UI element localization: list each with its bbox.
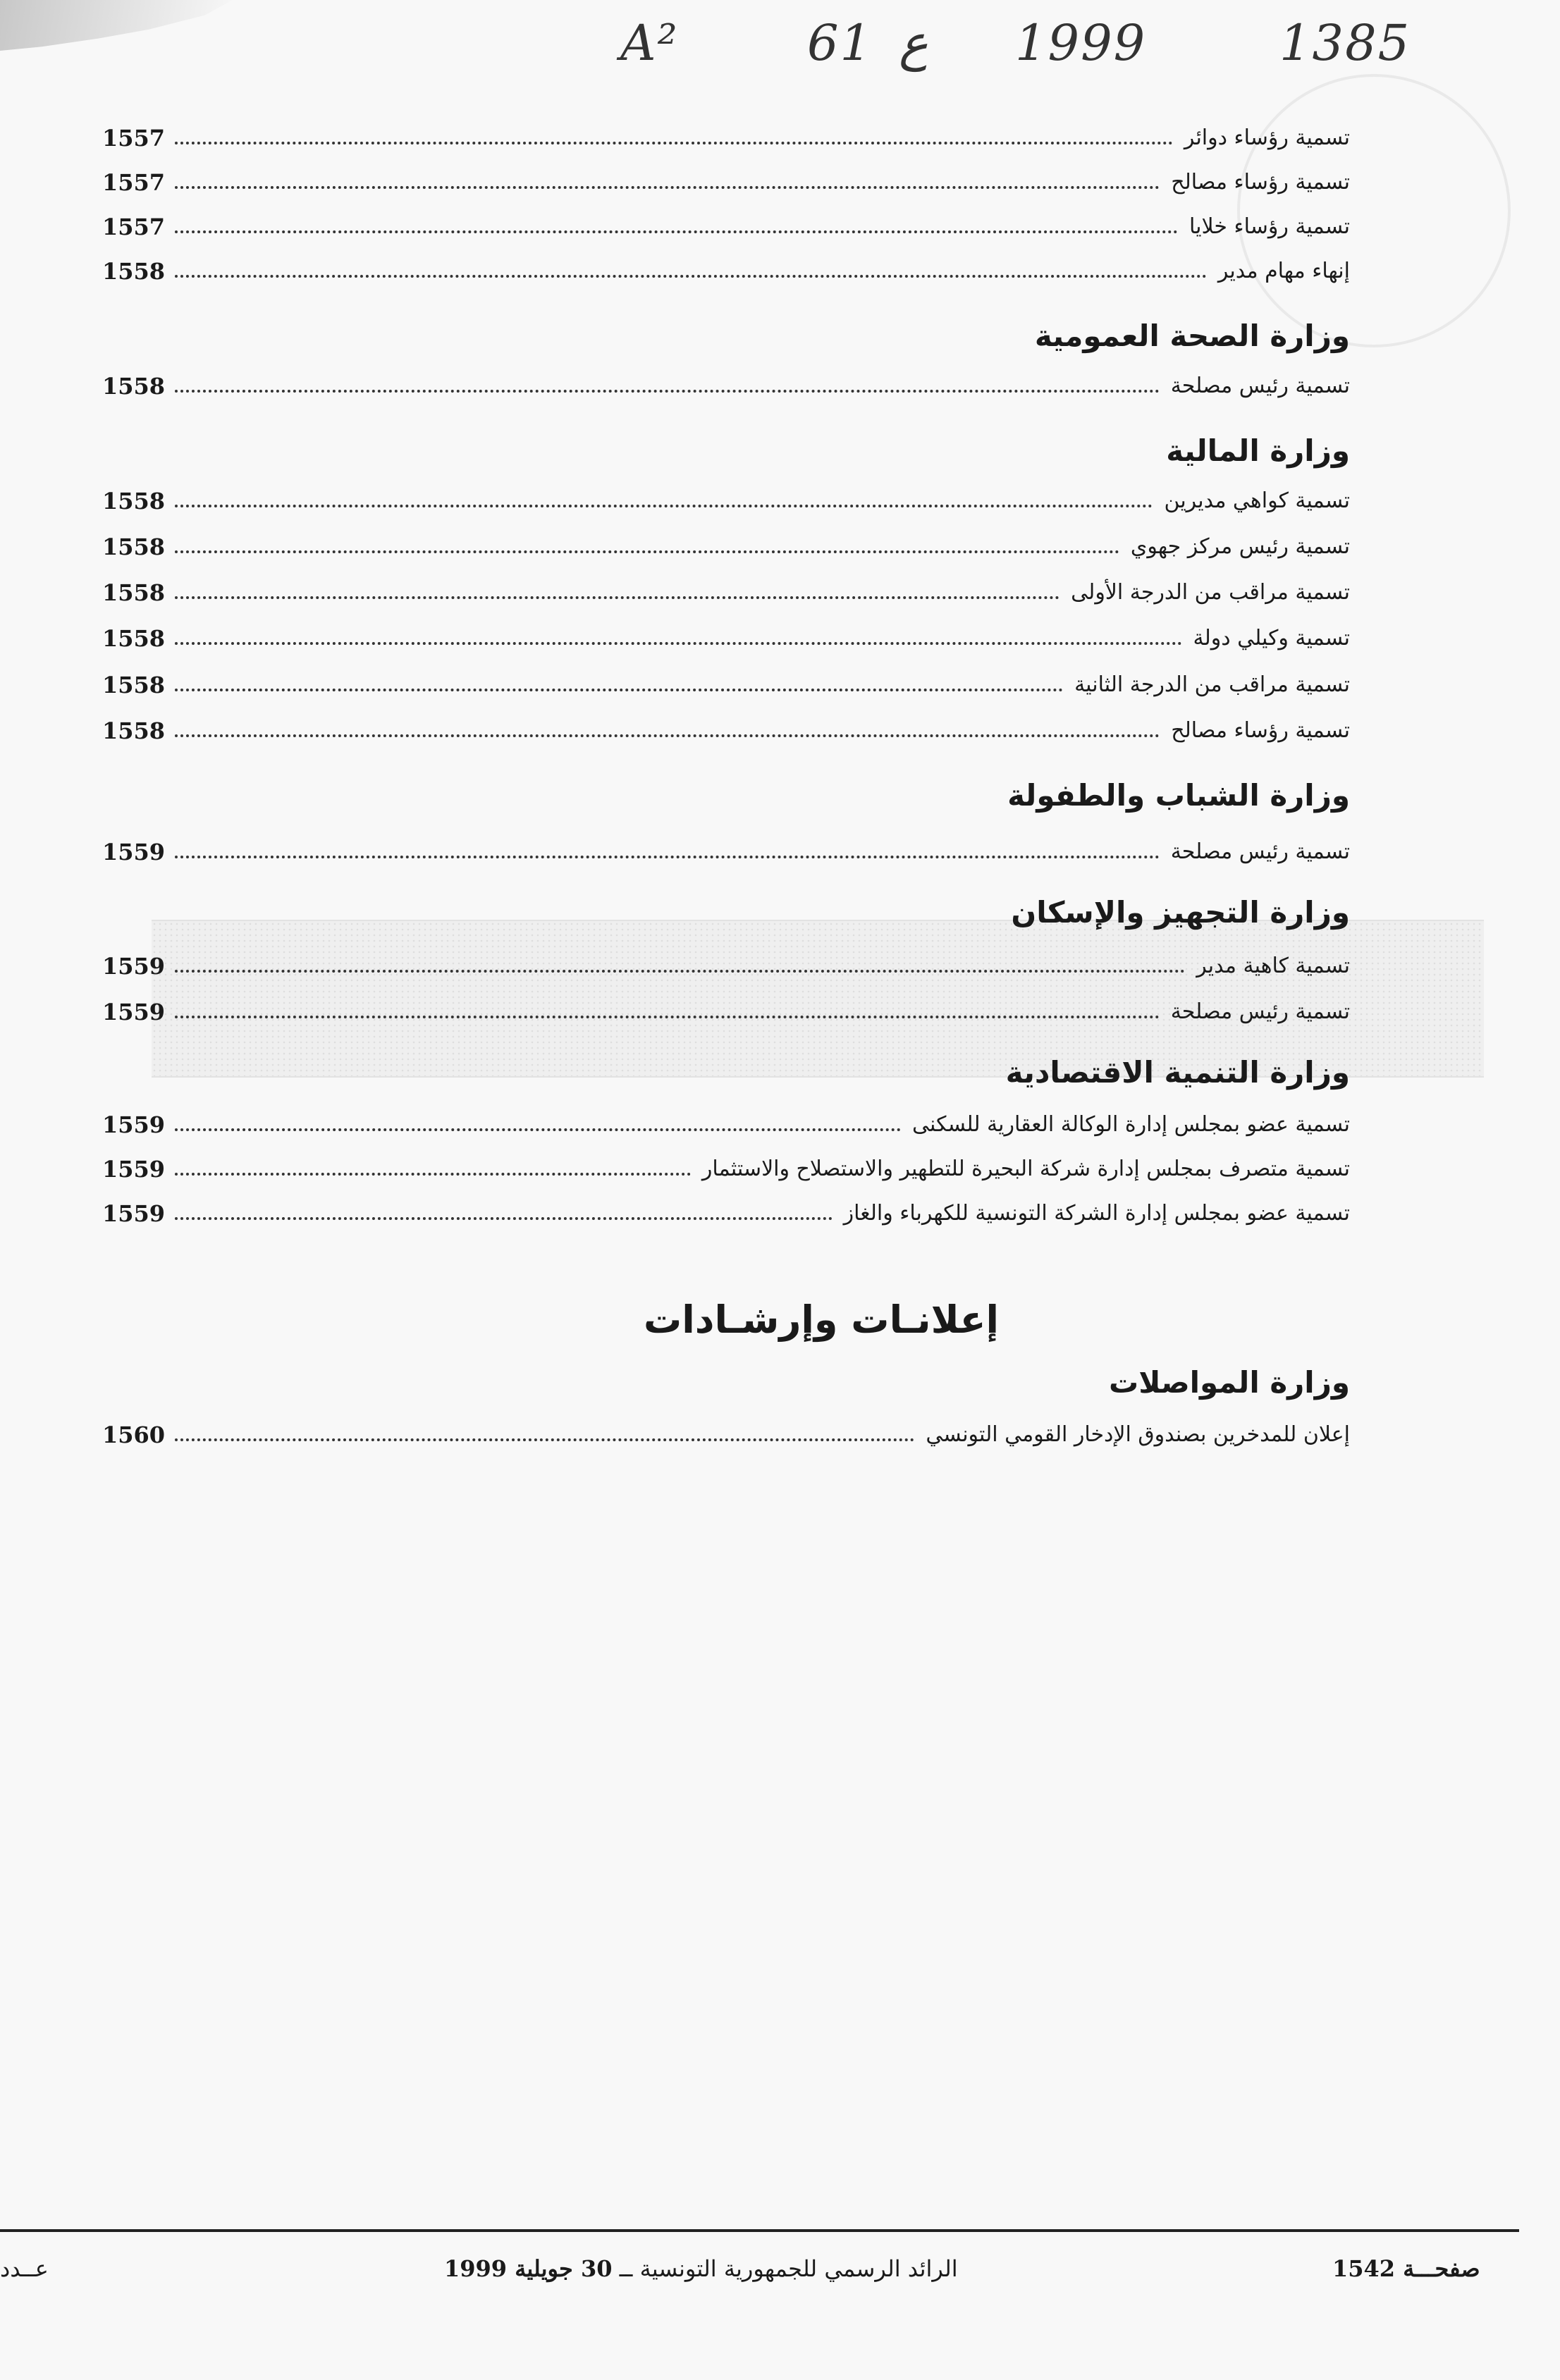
toc-entry-page: 1559 xyxy=(102,839,166,865)
toc-entry-title: تسمية رئيس مصلحة xyxy=(1170,999,1350,1024)
toc-entry-page: 1557 xyxy=(102,125,166,152)
toc-entry-title: إعلان للمدخرين بصندوق الإدخار القومي التونسي xyxy=(926,1422,1350,1447)
toc-entry-title: تسمية رؤساء مصالح xyxy=(1171,718,1350,743)
toc-entry-page: 1559 xyxy=(102,999,166,1025)
handwritten-number: 1385 xyxy=(1279,14,1411,72)
dot-leader xyxy=(175,274,1207,278)
dot-leader xyxy=(175,1172,691,1176)
footer-journal-title xyxy=(444,2255,958,2282)
toc-entry-title: تسمية كواهي مديرين xyxy=(1164,488,1350,513)
toc-entry[interactable] xyxy=(102,245,1350,285)
toc-entry-title: تسمية متصرف بمجلس إدارة شركة البحيرة للتطهير والاستصلاح والاستثمار xyxy=(701,1157,1350,1181)
toc-entry[interactable] xyxy=(102,612,1350,653)
toc-entry[interactable] xyxy=(102,658,1350,699)
toc-entry-page: 1559 xyxy=(102,1200,166,1227)
toc-entry-page: 1558 xyxy=(102,625,166,652)
toc-entry[interactable] xyxy=(102,566,1350,607)
dot-leader xyxy=(175,969,1185,973)
toc-entry-page: 1558 xyxy=(102,373,166,400)
dot-leader xyxy=(175,389,1160,393)
toc-entry-title: تسمية عضو بمجلس إدارة الوكالة العقارية للسكنى xyxy=(912,1112,1350,1137)
torn-paper-corner xyxy=(0,0,233,51)
toc-entry-page: 1559 xyxy=(102,1156,166,1183)
toc-entry[interactable] xyxy=(102,1187,1350,1228)
toc-entry-page: 1558 xyxy=(102,488,166,514)
footer-rule xyxy=(0,2229,1519,2232)
toc-entry[interactable] xyxy=(102,200,1350,241)
toc-entry-title: تسمية عضو بمجلس إدارة الشركة التونسية للكهرباء والغاز xyxy=(843,1201,1350,1226)
toc-entry-page: 1560 xyxy=(102,1422,166,1448)
toc-entry-page: 1559 xyxy=(102,953,166,980)
toc-entry-title: تسمية رئيس مصلحة xyxy=(1170,839,1350,864)
toc-entry[interactable] xyxy=(102,985,1350,1026)
section-heading-notices: إعلانـات وإرشـادات xyxy=(644,1297,999,1342)
toc-entry-page: 1558 xyxy=(102,672,166,698)
toc-entry-title: تسمية رؤساء مصالح xyxy=(1171,170,1350,195)
toc-entry-title: تسمية مراقب من الدرجة الأولى xyxy=(1071,580,1350,605)
toc-entry-title: تسمية مراقب من الدرجة الثانية xyxy=(1074,672,1350,697)
toc-entry-title: تسمية رئيس مصلحة xyxy=(1170,374,1350,398)
ministry-heading-health: وزارة الصحة العمومية xyxy=(1034,319,1350,353)
ministry-heading-transport: وزارة المواصلات xyxy=(1108,1365,1350,1400)
toc-entry[interactable] xyxy=(102,939,1350,980)
toc-entry[interactable] xyxy=(102,1408,1350,1449)
toc-entry-page: 1558 xyxy=(102,717,166,744)
handwritten-archive-number xyxy=(620,14,1452,88)
handwritten-year: 1999 xyxy=(1015,14,1147,72)
dot-leader xyxy=(175,855,1160,858)
toc-entry[interactable] xyxy=(102,111,1350,152)
toc-entry[interactable] xyxy=(102,1142,1350,1183)
handwritten-code: A² xyxy=(620,14,679,72)
ministry-heading-economy: وزارة التنمية الاقتصادية xyxy=(1005,1055,1350,1090)
dot-leader xyxy=(175,1216,833,1220)
toc-entry-page: 1559 xyxy=(102,1111,166,1138)
dot-leader xyxy=(175,641,1182,645)
dot-leader xyxy=(175,1015,1160,1018)
footer-journal-name: الرائد الرسمي للجمهورية التونسية ــ xyxy=(619,2255,958,2282)
footer-page-number: صفحـــة 1542 xyxy=(1332,2255,1480,2282)
handwritten-part-a: 61 xyxy=(807,14,873,72)
toc-entry-page: 1558 xyxy=(102,579,166,606)
toc-entry-title: تسمية رؤساء دوائر xyxy=(1184,125,1350,150)
dot-leader xyxy=(175,1128,901,1131)
toc-entry[interactable] xyxy=(102,1098,1350,1139)
toc-entry-title: تسمية رئيس مركز جهوي xyxy=(1130,534,1350,559)
toc-entry-title: تسمية كاهية مدير xyxy=(1196,954,1350,978)
dot-leader xyxy=(175,185,1160,189)
handwritten-part-b: ع xyxy=(899,14,928,72)
toc-entry-page: 1558 xyxy=(102,534,166,560)
toc-entry[interactable] xyxy=(102,520,1350,561)
toc-entry[interactable] xyxy=(102,825,1350,866)
dot-leader xyxy=(175,550,1119,553)
footer-date: 30 جويلية 1999 xyxy=(444,2255,613,2282)
toc-entry[interactable] xyxy=(102,474,1350,515)
toc-entry-title: تسمية رؤساء خلايا xyxy=(1189,214,1350,239)
toc-entry-page: 1558 xyxy=(102,258,166,285)
toc-entry-page: 1557 xyxy=(102,214,166,240)
dot-leader xyxy=(175,230,1178,233)
footer-issue-label: عــدد xyxy=(0,2255,49,2282)
dot-leader xyxy=(175,734,1160,737)
toc-entry-title: إنهاء مهام مدير xyxy=(1217,259,1350,283)
dot-leader xyxy=(175,504,1153,507)
dot-leader xyxy=(175,1438,914,1441)
dot-leader xyxy=(175,596,1060,599)
dot-leader xyxy=(175,141,1173,144)
toc-entry-page: 1557 xyxy=(102,169,166,196)
ministry-heading-finance: وزارة المالية xyxy=(1166,433,1350,468)
table-of-contents xyxy=(102,111,1350,1465)
dot-leader xyxy=(175,688,1063,691)
ministry-heading-youth: وزارة الشباب والطفولة xyxy=(1007,778,1350,813)
page-footer xyxy=(0,2255,1560,2298)
toc-entry[interactable] xyxy=(102,359,1350,400)
toc-entry[interactable] xyxy=(102,704,1350,745)
toc-entry-title: تسمية وكيلي دولة xyxy=(1193,626,1350,651)
ministry-heading-equipment: وزارة التجهيز والإسكان xyxy=(1011,895,1350,930)
toc-entry[interactable] xyxy=(102,156,1350,197)
